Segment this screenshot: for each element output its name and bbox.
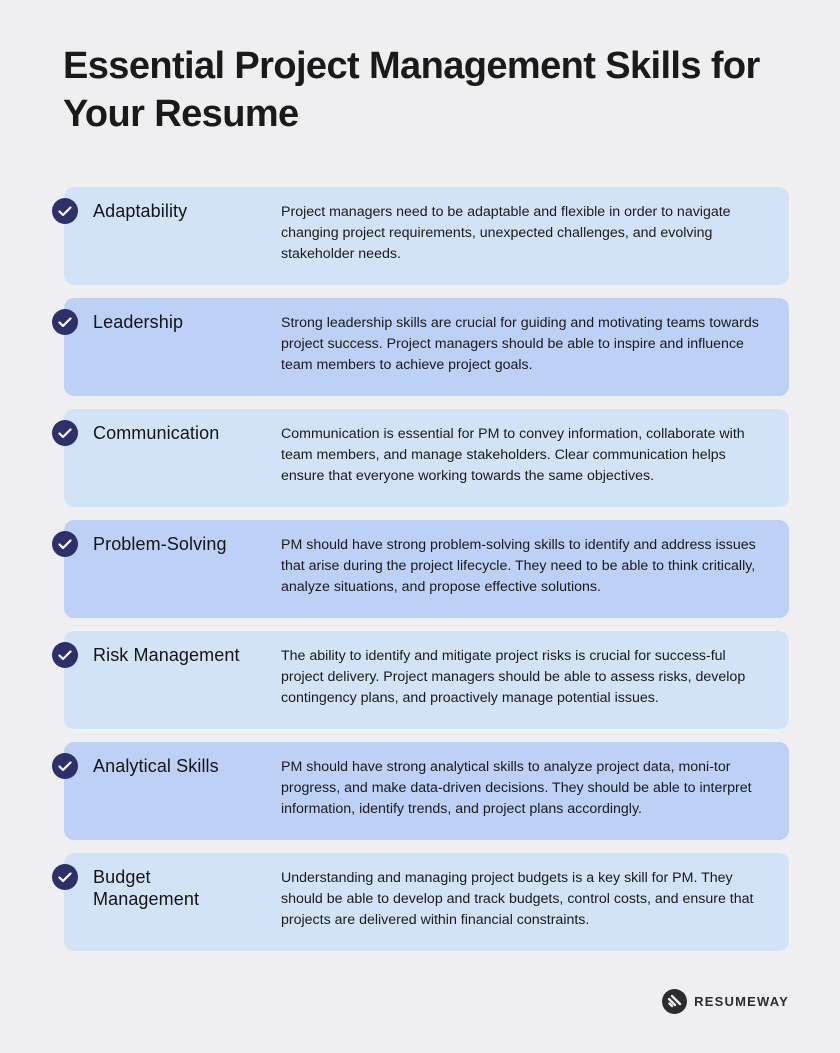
skill-description: Project managers need to be adaptable and flexible in order to navigate changing project requirements, unexpected challenges, and evolving stakeholder needs.	[281, 204, 731, 262]
skill-name: Communication	[93, 423, 220, 443]
skill-card-leadership	[64, 298, 789, 396]
skill-card-risk-management	[64, 631, 789, 729]
check-circle-icon	[52, 864, 78, 890]
skill-description: The ability to identify and mitigate project risks is crucial for success-ful project delivery. Project managers should be able to assess risks, develop contingency plans, and proactively manage potential issues.	[281, 648, 746, 706]
skill-description: PM should have strong problem-solving skills to identify and address issues that arise during the project lifecycle. They need to be able to think critically, analyze situations, and propose effective solutions.	[281, 537, 756, 595]
brand-name: RESUMEWAY	[694, 994, 789, 1009]
skill-name: Adaptability	[93, 201, 188, 221]
check-circle-icon	[52, 198, 78, 224]
skill-name: Leadership	[93, 312, 184, 332]
skill-description: Communication is essential for PM to convey information, collaborate with team members, and manage stakeholders. Clear communication helps ensure that everyone working towards the same objectives.	[281, 426, 745, 484]
brand-footer	[662, 989, 789, 1014]
skill-name: Analytical Skills	[93, 756, 219, 776]
skill-card-problem-solving	[64, 520, 789, 618]
check-circle-icon	[52, 642, 78, 668]
check-circle-icon	[52, 753, 78, 779]
skill-card-communication	[64, 409, 789, 507]
skill-name: Budget Management	[93, 867, 200, 909]
resumeway-logo-icon	[662, 989, 687, 1014]
skill-card-budget-management	[64, 853, 789, 951]
page-title: Essential Project Management Skills for Your Resume	[63, 45, 760, 135]
skill-name: Problem-Solving	[93, 534, 227, 554]
skill-card-analytical-skills	[64, 742, 789, 840]
check-circle-icon	[52, 531, 78, 557]
skill-card-adaptability	[64, 187, 789, 285]
skill-description: Strong leadership skills are crucial for guiding and motivating teams towards project success. Project managers should be able to inspire and influence team members to achieve project goals.	[281, 315, 759, 373]
check-circle-icon	[52, 309, 78, 335]
skill-description: Understanding and managing project budgets is a key skill for PM. They should be able to develop and track budgets, control costs, and ensure that projects are delivered within financial constraints.	[281, 870, 754, 928]
check-circle-icon	[52, 420, 78, 446]
skill-description: PM should have strong analytical skills to analyze project data, moni-tor progress, and make data-driven decisions. They should be able to interpret information, identify trends, and project plans accordingly.	[281, 759, 752, 817]
skill-name: Risk Management	[93, 645, 240, 665]
